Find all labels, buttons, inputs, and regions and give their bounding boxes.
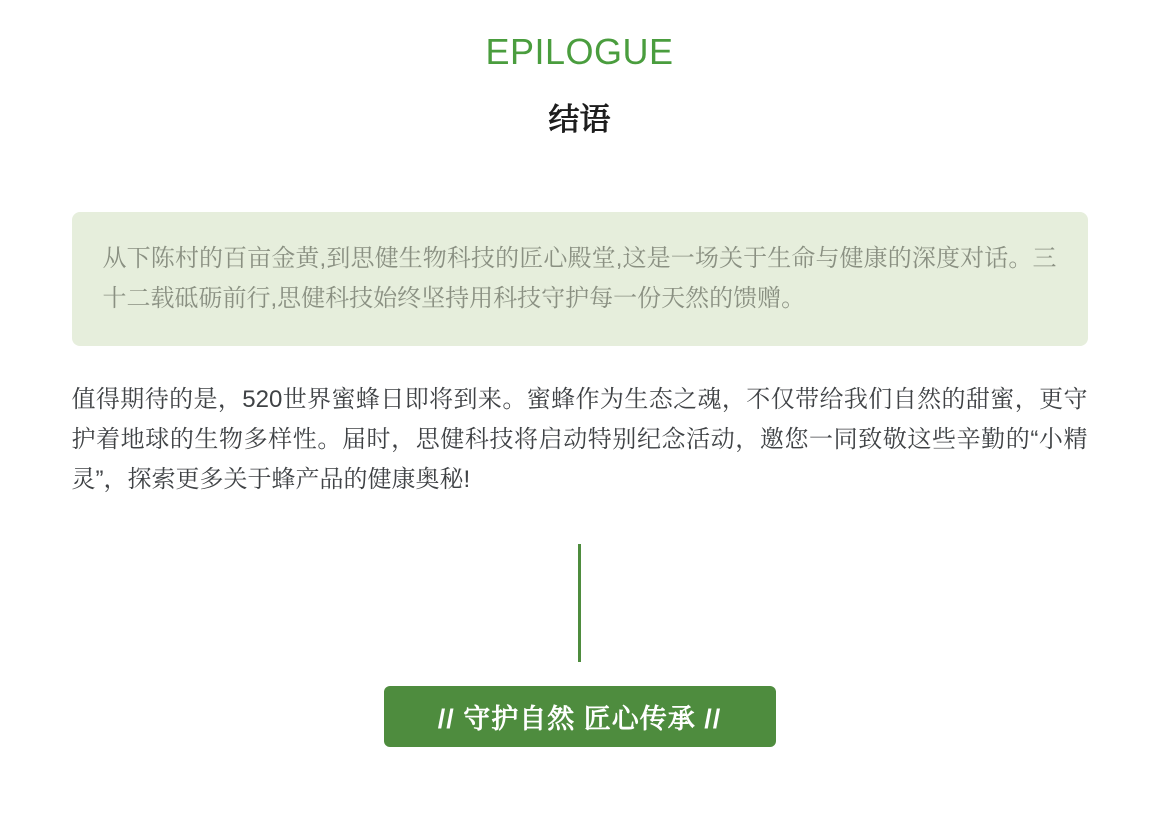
body-paragraph: 值得期待的是，520世界蜜蜂日即将到来。蜜蜂作为生态之魂，不仅带给我们自然的甜蜜，更守护着地球的生物多样性。届时，思健科技将启动特别纪念活动，邀您一同致敬这些辛勤的“小精灵”，探索更多关于蜂产品的健康奥秘! xyxy=(71,386,1088,493)
section-eyebrow: EPILOGUE xyxy=(485,31,674,72)
vertical-divider xyxy=(578,544,581,662)
section-title: 结语 xyxy=(548,102,611,137)
highlight-text: 从下陈村的百亩金黄,到思健生物科技的匠心殿堂,这是一场关于生命与健康的深度对话。三十二载砥砺前行,思健科技始终坚持用科技守护每一份天然的馈赠。 xyxy=(102,245,1057,312)
slogan-banner: // 守护自然 匠心传承 // xyxy=(384,686,776,747)
highlight-box xyxy=(72,212,1088,346)
epilogue-section xyxy=(0,30,1159,819)
